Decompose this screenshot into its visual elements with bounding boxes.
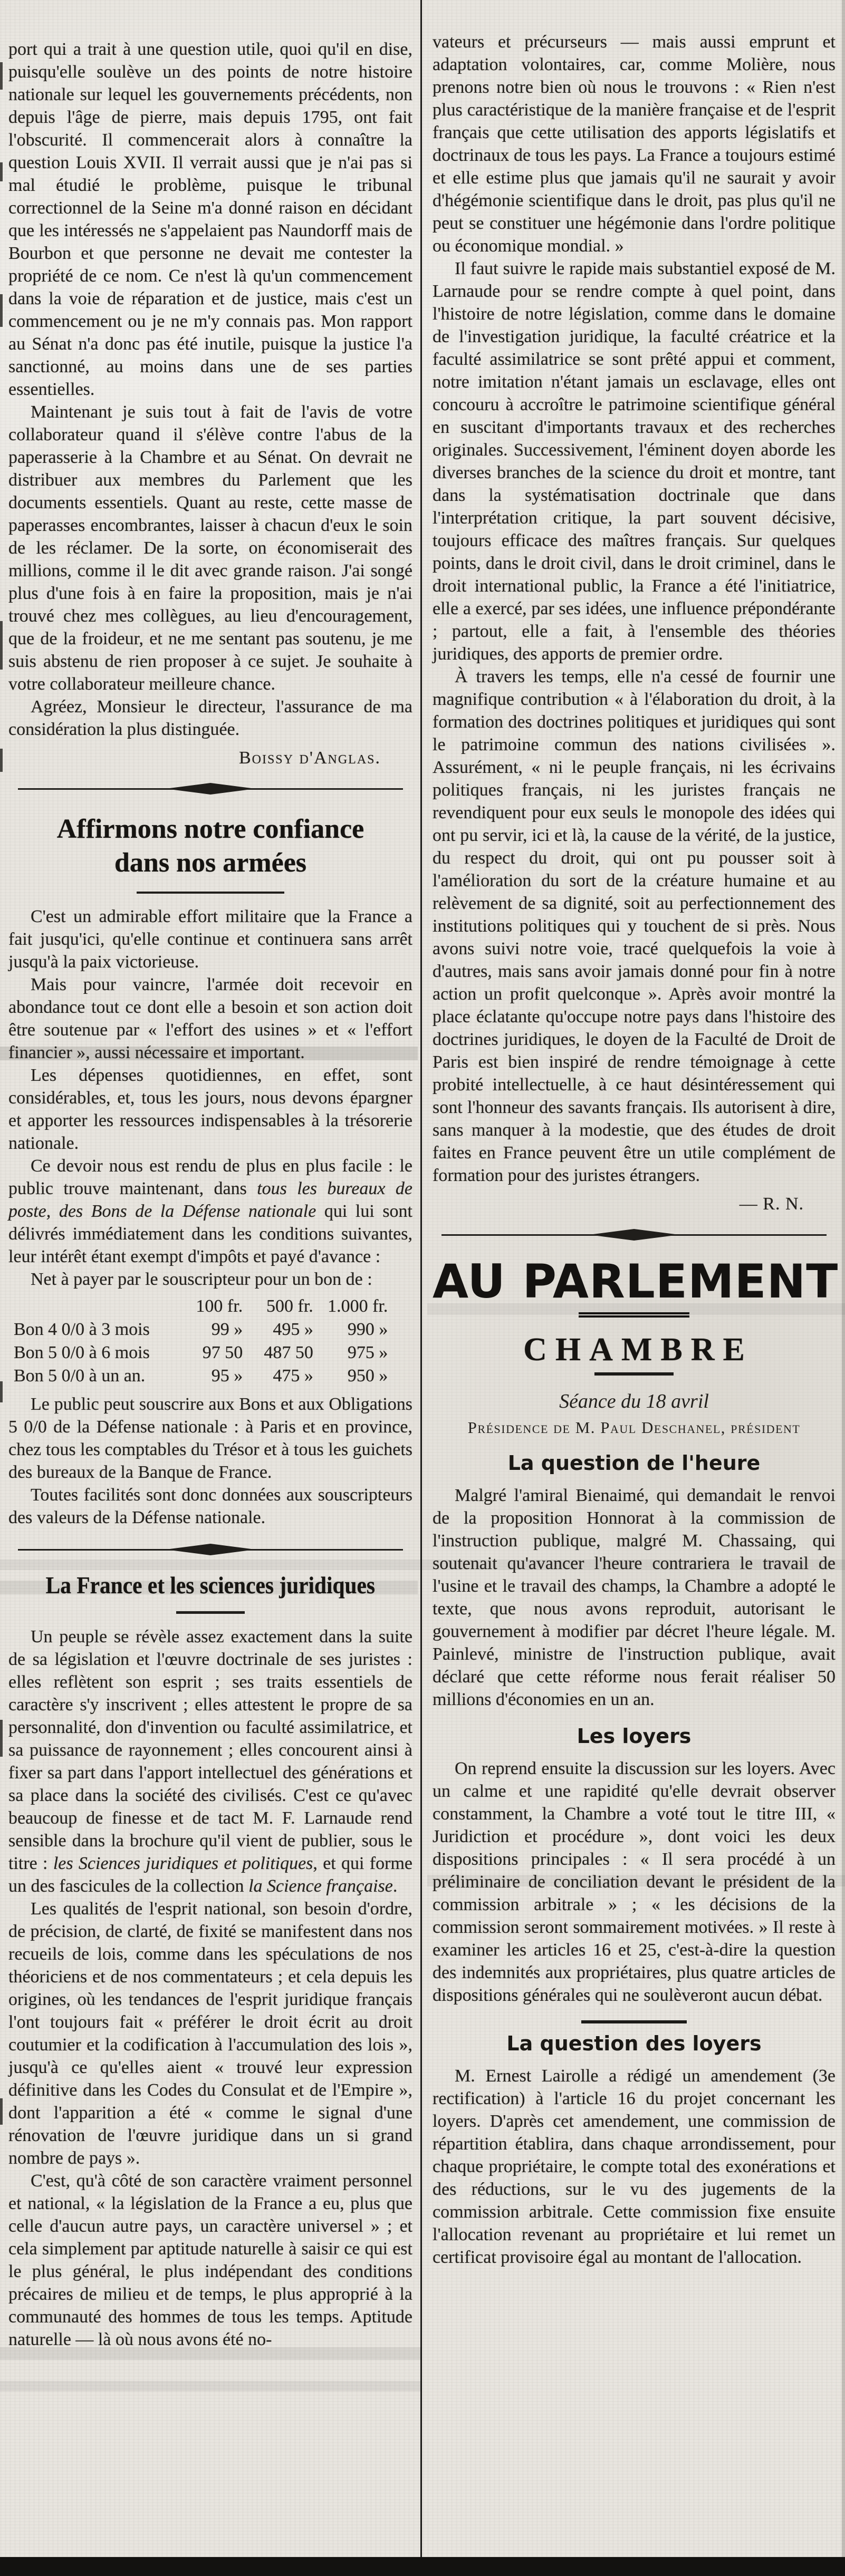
- parlement-headline: AU PARLEMENT: [433, 1254, 839, 1309]
- armees-paragraph: Toutes facilités sont donc données aux souscripteurs des valeurs de la Défense nationale.: [8, 1485, 412, 1527]
- page-edge-artifact: [0, 162, 3, 181]
- page-edge-artifact: [0, 621, 3, 670]
- armees-paragraph: Les dépenses quotidiennes, en effet, sont considérables, et, tous les jours, nous devons épargner et apporter les ressources indispensables à la trésorerie nationale.: [8, 1066, 412, 1153]
- bons-table: [14, 1295, 401, 1388]
- page-edge-artifact: [0, 2098, 3, 2125]
- page-edge-artifact: [842, 0, 845, 2557]
- page-edge-artifact: [0, 62, 3, 90]
- bons-table-label: Bon 4 0/0 à 3 mois: [14, 1320, 150, 1339]
- parlement-paragraph: M. Ernest Lairolle a rédigé un amendement (3e rectification) à l'article 16 du projet concernant les loyers. D'après cet amendement, une commission de répartition établira, dans chaque arrondissement, pour chaque propriétaire, le compte total des exonérations et des réductions, sur le vu des jugements de la commission arbitrale. Cette commission fixe ensuite l'allocation revenant au propriétaire et lui remet un certificat provisoire égal au montant de l'allocation.: [433, 2066, 836, 2267]
- section-divider: [18, 781, 403, 797]
- bons-table-value: 487 50: [264, 1343, 313, 1362]
- bons-table-row: [14, 1318, 401, 1341]
- sciences-paragraph: C'est, qu'à côté de son caractère vraiment personnel et national, « la législation de la France a eu, plus que celle d'aucun autre pays, un caractère universel » ; et cela simplement par aptitude naturelle à saisir ce qui est le plus général, le plus indépendant des conditions précaires de milieu et de temps, le plus approprié à la communauté des hommes de tous les temps. Aptitude naturelle — là où nous avons été no-: [8, 2171, 412, 2349]
- headline-rule: [594, 1372, 674, 1376]
- page-edge-artifact: [0, 1720, 3, 1757]
- bons-table-row: [14, 1341, 401, 1364]
- sciences-headline-text: La France et les sciences juridiques: [45, 1572, 376, 1599]
- section-divider: [18, 1542, 403, 1557]
- letter-paragraph: Maintenant je suis tout à fait de l'avis de votre collaborateur quand il s'élève contre l'abus de la paperasserie à la Chambre et au Sénat. On devrait ne distribuer aux membres du Parlement que les documents essentiels. Quant au reste, cette masse de paperasses encombrantes, laisser à chacun d'eux le soin de les réclamer. De la sorte, on économiserait des millions, comme il le dit avec grande raison. J'ai songé plus d'une fois à en faire la proposition, mais je n'ai trouvé chez mes collègues, au lieu d'encouragement, que de la froideur, et ne me sentant pas soutenu, je me suis abstenu de rien proposer à ce sujet. Je souhaite à votre collaborateur meilleure chance.: [8, 402, 412, 694]
- session-date: Séance du 18 avril: [559, 1390, 709, 1412]
- bons-table-value: 495 »: [273, 1320, 313, 1339]
- section-heading-loyers: Les loyers: [577, 1725, 692, 1748]
- sciences-paragraph: Il faut suivre le rapide mais substantiel exposé de M. Larnaude pour se rendre compte à quel point, dans l'histoire de notre législation, comme dans le domaine de l'investigation juridique, la faculté créatrice et la faculté assimilatrice se sont prêté appui et comment, notre imitation n'étant jamais un esclavage, elles ont concouru à accroître le patrimoine scientifique général en suscitant d'importants travaux et des recherches originales. Successivement, l'éminent doyen aborde les diverses branches de la science du droit et montre, tant dans la systématisation doctrinale que dans l'interprétation critique, la part souvent décisive, toujours efficace des maîtres français. Sur quelques points, dans le droit civil, dans le droit criminel, dans le droit international public, la France a été l'initiatrice, elle a exercé, par ses idées, une influence prépondérante ; partout, elle a fait, à l'ensemble des théories juridiques, des apports de premier ordre.: [433, 259, 836, 664]
- letter-closing: Agréez, Monsieur le directeur, l'assurance de ma considération la plus distinguée.: [8, 697, 412, 739]
- parlement-article: [433, 1254, 839, 2269]
- bons-table-value: 475 »: [273, 1366, 313, 1386]
- divider-diamond-icon: [166, 1544, 255, 1555]
- sciences-paragraph: À travers les temps, elle n'a cessé de fournir une magnifique contribution « à l'élaboration du droit, à la formation des doctrines politiques et juridiques qui sont le patrimoine commun des nations civilisées ». Assurément, « ni le peuple français, ni les écrivains politiques français, ni les juristes français ne revendiquent pour eux seuls le monopole des idées qui ont pu servir, ici et là, la cause de la vérité, de la justice, du respect du droit, qui ont pu pousser soit à l'amélioration du sort de la créature humaine et au relèvement de sa dignité, soit au perfectionnement des institutions politiques qui y touchent de si près. Nous avons suivi notre voie, tracé quelquefois la voie à d'autres, mais sans avoir jamais donné pour fin à notre action un profit quelconque ». Après avoir montré la place éclatante qu'occupe notre pays dans l'histoire des doctrines juridiques, le doyen de la Faculté de Droit de Paris est bien inspiré de rendre témoignage à cette probité intellectuelle, à ce haut désintéressement qui sont l'honneur des savants français. Ils autorisent à dire, sans manquer à la modestie, que des études de droit faites en France peuvent être un utile complément de formation pour des juristes étrangers.: [433, 667, 836, 1185]
- armees-article: [8, 812, 412, 1529]
- bons-table-label: Bon 5 0/0 à un an.: [14, 1366, 146, 1386]
- page-edge-artifact: [0, 294, 3, 327]
- sciences-headline: [8, 1571, 412, 1600]
- bons-table-header-cell: 500 fr.: [266, 1296, 313, 1316]
- sciences-article-continuation: [433, 31, 836, 1214]
- bons-table-row: [14, 1364, 401, 1388]
- bons-table-value: 990 »: [347, 1320, 388, 1339]
- chambre-subheadline: CHAMBRE: [523, 1332, 753, 1368]
- letter-article: [8, 38, 412, 768]
- headline-rule: [137, 892, 284, 894]
- page-edge-artifact: [0, 1381, 3, 1402]
- sciences-article: [8, 1571, 412, 2351]
- sciences-paragraph-italic: la Science française: [248, 1876, 393, 1896]
- sciences-paragraph: Les qualités de l'esprit national, son besoin d'ordre, de précision, de clarté, de fixité se manifestent dans nos recueils de lois, comme dans les spéculations de nos théoriciens et de nos commentateurs ; et cela depuis les origines, où les tendances de l'esprit juridique français l'ont toujours fait « préférer le droit écrit au droit coutumier et la codification à l'accumulation des lois », jusqu'à ce qu'elles aient « trouvé leur expression définitive dans les Codes du Consulat et de l'Empire », dont l'apparition a été « comme le signal d'une rénovation de l'œuvre juridique dans un si grand nombre de pays ».: [8, 1899, 412, 2168]
- presidence-line: Présidence de M. Paul Deschanel, président: [467, 1418, 801, 1437]
- article-signature: — R. N.: [739, 1194, 804, 1214]
- section-heading-question-loyers: La question des loyers: [506, 2032, 762, 2055]
- section-rule: [581, 2020, 687, 2023]
- armees-paragraph: [8, 1155, 412, 1268]
- right-column: [433, 0, 839, 2269]
- bons-table-value: 975 »: [347, 1343, 388, 1362]
- sciences-paragraph-italic: les Sciences juridiques et politiques: [53, 1854, 313, 1873]
- armees-headline: [8, 812, 412, 880]
- bons-table-intro: Net à payer par le souscripteur pour un bon de :: [31, 1270, 372, 1289]
- bons-table-header-cell: [14, 1295, 186, 1318]
- parlement-paragraph: Malgré l'amiral Bienaimé, qui demandait le renvoi de la proposition Honnorat à la commission de l'instruction publique, malgré M. Chassaing, qui soutenait qu'avancer l'heure contrariera le travail de l'usine et le travail des champs, la Chambre a adopté le texte, que nous avons reproduit, autorisant le gouvernement à modifier par décret l'heure légale. M. Painlevé, ministre de l'instruction publique, avait déclaré que cette réforme nous ferait réaliser 50 millions d'économies en un an.: [433, 1486, 836, 1709]
- page-edge-artifact: [0, 749, 3, 772]
- armees-paragraph-part: qui lui sont délivrés immédiatement dans les conditions suivantes, leur intérêt étant exempt d'impôts et payé d'avance :: [8, 1202, 412, 1266]
- armees-paragraph-italic: tous les bureaux de poste, des Bons de la Défense nationale: [8, 1179, 412, 1221]
- armees-paragraph: Mais pour vaincre, l'armée doit recevoir en abondance tout ce dont elle a besoin et son action doit être soutenue par « l'effort des usines » et « l'effort financier », aussi nécessaire et important.: [8, 975, 412, 1062]
- column-divider-rule: [420, 0, 422, 2558]
- bons-table-header-cell: 1.000 fr.: [328, 1296, 388, 1316]
- sciences-paragraph: vateurs et précurseurs — mais aussi emprunt et adaptation volontaires, car, comme Molière, nous prenons notre bien où nous le trouvons : « Rien n'est plus caractéristique de la manière française et de l'esprit français que cette utilisation des apports législatifs et doctrinaux de tous les pays. La France a toujours estimé et elle estime plus que jamais qu'il ne saurait y avoir d'hégémonie scientifique dans le droit, pas plus qu'il ne peut se constituer une hégémonie dans l'ordre politique ou économique mondial. »: [433, 32, 836, 256]
- headline-rule: [579, 1312, 689, 1318]
- scan-bottom-edge: [0, 2557, 845, 2576]
- divider-diamond-icon: [166, 783, 255, 795]
- armees-paragraph: Le public peut souscrire aux Bons et aux Obligations 5 0/0 de la Défense nationale : à Paris et en province, chez tous les comptables du Trésor et à tous les guichets des bureaux de la Banque de France.: [8, 1394, 412, 1482]
- bons-table-value: 99 »: [211, 1320, 243, 1339]
- section-divider: [441, 1227, 827, 1243]
- armees-headline-line2: dans nos armées: [114, 848, 307, 878]
- headline-rule: [176, 1611, 245, 1614]
- left-column: [8, 0, 412, 2351]
- bons-table-value: 950 »: [347, 1366, 388, 1386]
- sciences-paragraph-part: Un peuple se révèle assez exactement dans la suite de sa législation et l'œuvre doctrinale de ses juristes : elles reflètent son esprit ; ses traits essentiels de caractère s'y inscrivent ; elles attestent le propre de sa personnalité, don d'invention ou faculté assimilatrice, et sa puissance de rayonnement ; elles concourent ainsi à fixer sa part dans l'apport intellectuel des générations et sa place dans la société des civilisés. C'est ce qu'avec beaucoup de finesse et de tact M. F. Larnaude rend sensible dans la brochure qu'il vient de publier, sous le titre :: [8, 1627, 412, 1873]
- letter-paragraph: port qui a trait à une question utile, quoi qu'il en dise, puisqu'elle soulève un des points de notre histoire nationale sur lequel les gouvernements précédents, non depuis l'âge de pierre, mais depuis 1795, ont fait l'obscurité. Il commencerait alors à connaître la question Louis XVII. Il verrait aussi que je n'ai pas si mal étudié le problème, puisque le tribunal correctionnel de la Seine m'a donné raison en décidant que les intéressés ne s'appelaient pas Naundorff mais de Bourbon et que personne ne devait me contester la propriété de ce nom. Ce n'est là qu'un commencement dans la voie de réparation et de justice, mais c'est un commencement ou je ne m'y connais pas. Mon rapport au Sénat n'a donc pas été inutile, puisque la justice l'a sanctionné, au moins dans une de ses parties essentielles.: [8, 40, 412, 399]
- armees-headline-line1: Affirmons notre confiance: [56, 814, 364, 844]
- bons-table-value: 97 50: [202, 1343, 243, 1362]
- armees-paragraph: C'est un admirable effort militaire que la France a fait jusqu'ici, qu'elle continue et continuera sans arrêt jusqu'à la paix victorieuse.: [8, 907, 412, 972]
- sciences-paragraph-part: , et qui forme un des fascicules de la collection: [8, 1854, 412, 1896]
- letter-signature: Boissy d'Anglas.: [238, 748, 381, 768]
- sciences-paragraph-part: .: [392, 1876, 398, 1896]
- scan-streak-artifact: [0, 2381, 422, 2391]
- bons-table-value: 95 »: [211, 1366, 243, 1386]
- armees-paragraph-part: Ce devoir nous est rendu de plus en plus facile : le public trouve maintenant, dans: [8, 1156, 412, 1198]
- section-heading-heure: La question de l'heure: [507, 1451, 761, 1475]
- bons-table-header-row: [14, 1295, 401, 1318]
- bons-table-label: Bon 5 0/0 à 6 mois: [14, 1343, 150, 1362]
- parlement-paragraph: On reprend ensuite la discussion sur les loyers. Avec un calme et une rapidité qu'elle devrait observer constamment, la Chambre a voté tout le titre III, « Juridiction et procédure », dont voici les deux dispositions principales : « Il sera procédé à un préliminaire de conciliation devant le président de la commission arbitrale » ; « les décisions de la commission seront sommairement motivées. » Il reste à examiner les articles 16 et 25, c'est-à-dire la question des indemnités aux propriétaires, plus quatre articles de dispositions générales qui ne soulèveront aucun débat.: [433, 1759, 836, 2005]
- sciences-paragraph: [8, 1625, 412, 1897]
- bons-table-header-cell: 100 fr.: [196, 1296, 243, 1316]
- divider-diamond-icon: [589, 1229, 679, 1241]
